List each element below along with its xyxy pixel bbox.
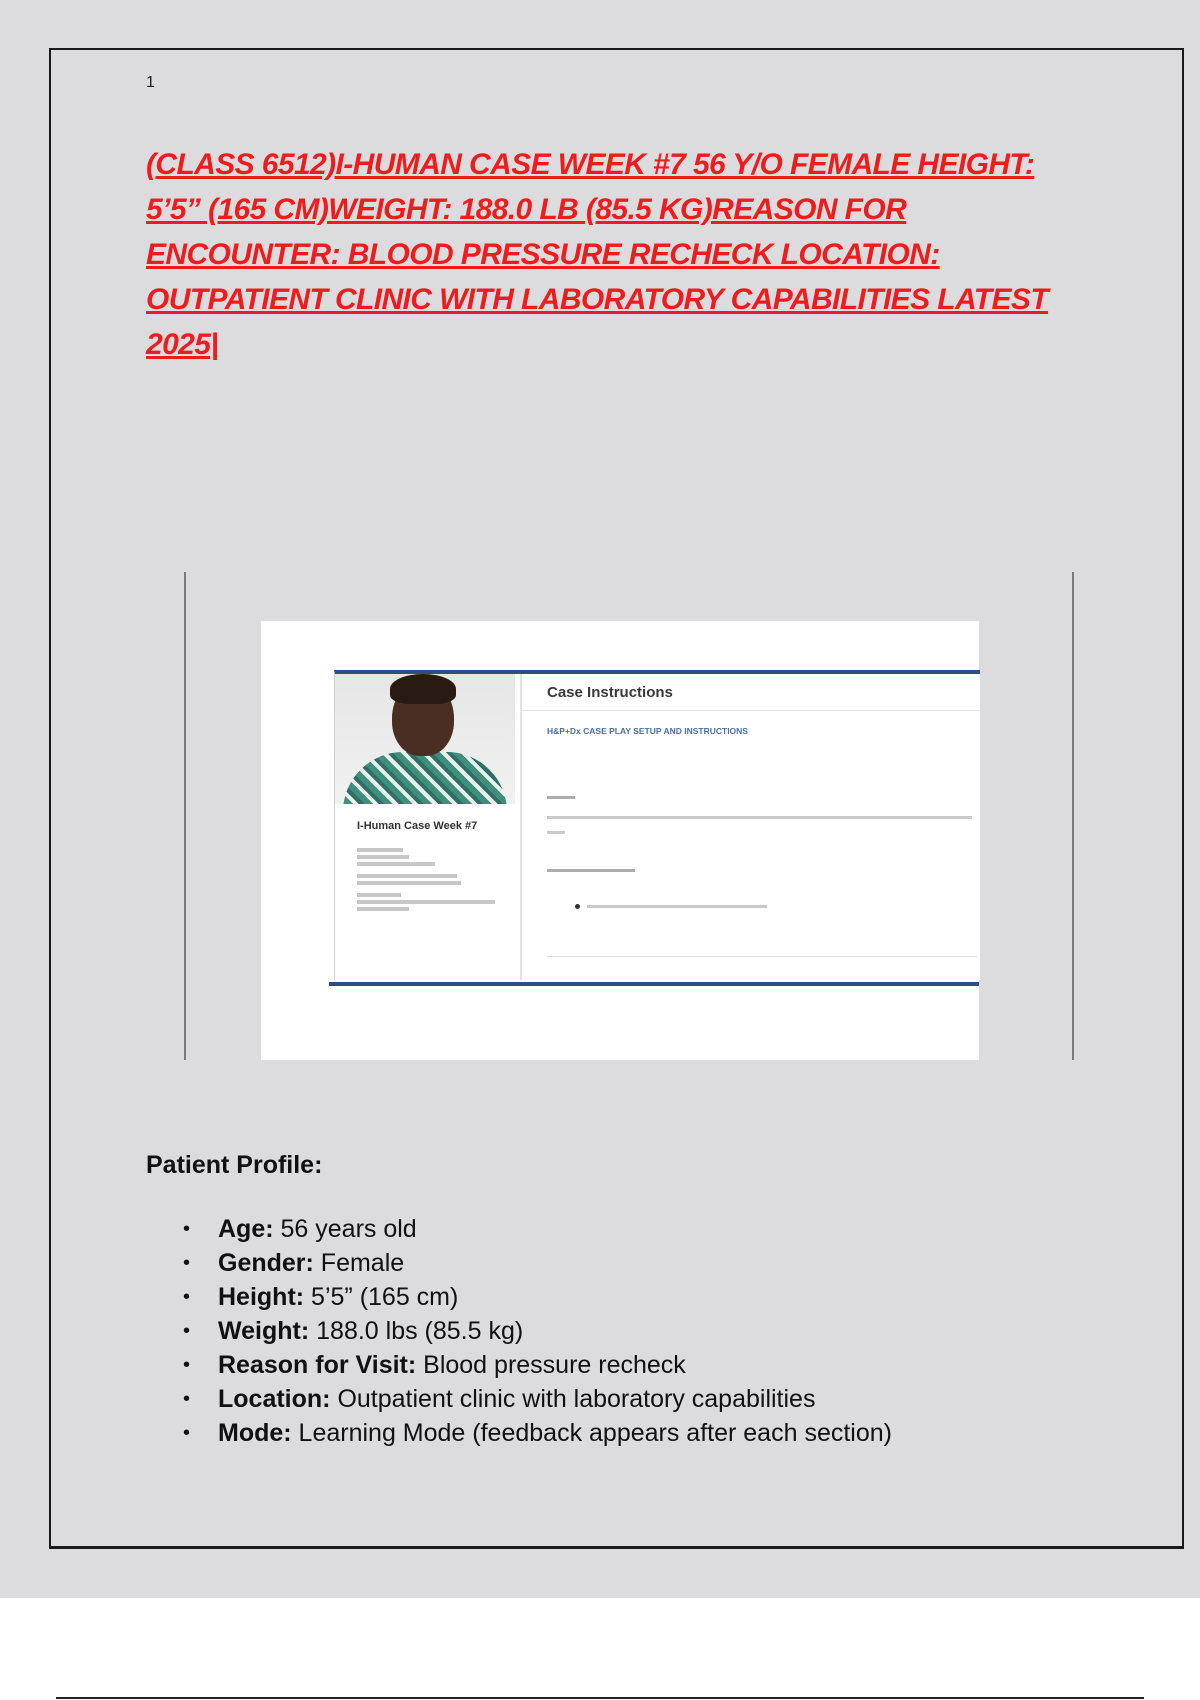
image-border-right (1072, 572, 1074, 1060)
heading-divider (521, 710, 980, 711)
profile-item-reason (146, 1348, 892, 1382)
side-detail-line (357, 874, 457, 878)
profile-label: Mode: (218, 1419, 292, 1447)
side-detail-line (357, 855, 409, 859)
profile-item-height (146, 1280, 892, 1314)
case-setup-subheading: H&P+Dx CASE PLAY SETUP AND INSTRUCTIONS (547, 726, 748, 736)
profile-value: 188.0 lbs (85.5 kg) (309, 1317, 524, 1345)
profile-label: Location: (218, 1385, 331, 1413)
profile-label: Gender: (218, 1249, 314, 1277)
bullet-icon: • (183, 1388, 191, 1410)
profile-label: Height: (218, 1283, 305, 1311)
patient-photo (335, 674, 515, 804)
profile-value: Female (313, 1249, 405, 1277)
mode-text-line (547, 816, 972, 819)
footer-rule (56, 1697, 1144, 1699)
profile-item-location (146, 1382, 892, 1416)
bullet-icon: • (183, 1320, 191, 1342)
image-border-left (184, 572, 186, 1060)
mode-text-line (547, 831, 565, 834)
bullet-icon: • (183, 1286, 191, 1308)
side-detail-line (357, 881, 461, 885)
attempts-label-line (547, 869, 635, 872)
profile-value: 56 years old (273, 1215, 417, 1243)
profile-value: Learning Mode (feedback appears after each section) (291, 1419, 892, 1447)
profile-label: Age: (218, 1215, 274, 1243)
patient-photo-body (343, 752, 507, 804)
bullet-icon: • (183, 1354, 191, 1376)
document-title: (CLASS 6512)I-HUMAN CASE WEEK #7 56 Y/O FEMALE HEIGHT: 5’5” (165 CM)WEIGHT: 188.0 LB (85.5 KG)REASON FOR ENCOUNTER: BLOOD PRESSURE RECHECK LOCATION: OUTPATIENT CLINIC WITH LABORATORY CAPABILITIES LATEST 2025| (146, 148, 1049, 361)
case-side-title: I-Human Case Week #7 (357, 820, 478, 832)
case-instructions-heading: Case Instructions (547, 684, 673, 701)
profile-item-mode (146, 1416, 892, 1450)
attempts-bullet (575, 904, 580, 909)
attempts-text-line (587, 905, 767, 908)
profile-value: Outpatient clinic with laboratory capabilities (330, 1385, 816, 1413)
side-detail-line (357, 862, 435, 866)
patient-profile-list (146, 1212, 892, 1450)
bullet-icon: • (183, 1218, 191, 1240)
page-number: 1 (146, 74, 155, 91)
bullet-icon: • (183, 1252, 191, 1274)
embedded-screenshot (261, 621, 979, 1060)
side-detail-line (357, 893, 401, 897)
patient-photo-hair (390, 674, 456, 704)
mode-label-line (547, 796, 575, 799)
case-instructions-panel (521, 674, 980, 980)
patient-profile-heading: Patient Profile: (146, 1151, 323, 1179)
case-window-bottom-bar (329, 982, 979, 986)
profile-item-age (146, 1212, 892, 1246)
side-detail-line (357, 907, 409, 911)
profile-item-gender (146, 1246, 892, 1280)
side-detail-line (357, 848, 403, 852)
patient-side-panel (335, 674, 522, 980)
bullet-icon: • (183, 1422, 191, 1444)
side-detail-line (357, 900, 495, 904)
profile-value: 5’5” (165 cm) (304, 1283, 459, 1311)
panel-bottom-rule (547, 956, 977, 957)
case-window (334, 670, 980, 980)
profile-label: Weight: (218, 1317, 310, 1345)
profile-item-weight (146, 1314, 892, 1348)
profile-label: Reason for Visit: (218, 1351, 417, 1379)
profile-value: Blood pressure recheck (416, 1351, 686, 1379)
